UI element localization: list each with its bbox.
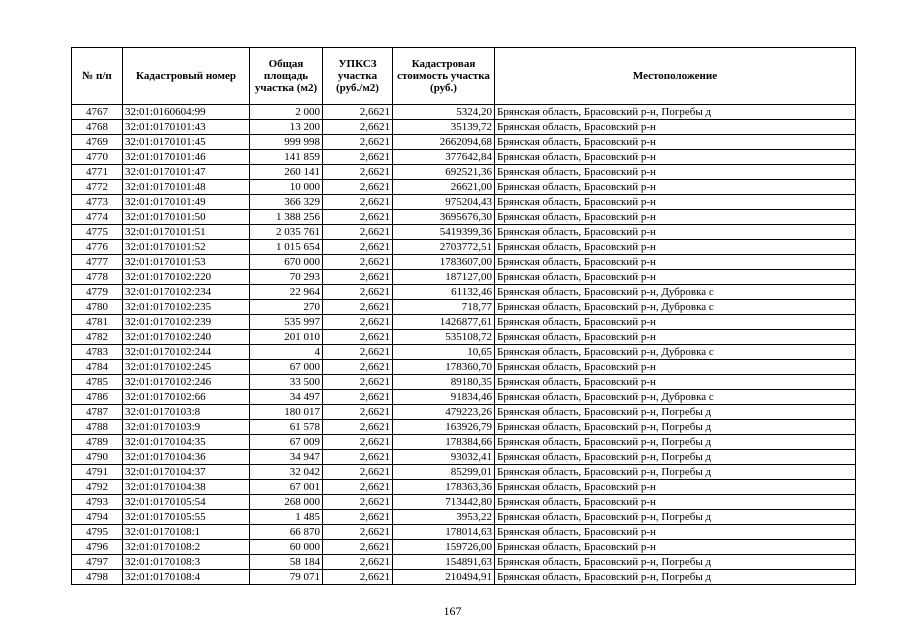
table-row [72,495,856,510]
cell-cost: 713442,80 [393,495,495,510]
cell-cadastral: 32:01:0170102:244 [123,345,250,360]
cell-cadastral: 32:01:0170102:235 [123,300,250,315]
cell-upksz: 2,6621 [323,195,393,210]
cell-cost: 479223,26 [393,405,495,420]
cell-num: 4783 [72,345,123,360]
table-row [72,375,856,390]
cell-area: 366 329 [250,195,323,210]
cell-location: Брянская область, Брасовский р-н [495,120,856,135]
table-row [72,450,856,465]
table-row [72,120,856,135]
cell-area: 60 000 [250,540,323,555]
cell-cost: 2662094,68 [393,135,495,150]
cell-location: Брянская область, Брасовский р-н [495,255,856,270]
cell-num: 4773 [72,195,123,210]
cell-num: 4796 [72,540,123,555]
cell-cadastral: 32:01:0170101:51 [123,225,250,240]
cell-cadastral: 32:01:0170101:47 [123,165,250,180]
cell-upksz: 2,6621 [323,345,393,360]
table-row [72,405,856,420]
cell-num: 4767 [72,105,123,120]
cell-cost: 187127,00 [393,270,495,285]
cell-cadastral: 32:01:0170102:245 [123,360,250,375]
cell-num: 4780 [72,300,123,315]
cell-cadastral: 32:01:0170102:240 [123,330,250,345]
cell-upksz: 2,6621 [323,105,393,120]
cell-location: Брянская область, Брасовский р-н [495,540,856,555]
cell-location: Брянская область, Брасовский р-н, Погребы д [495,405,856,420]
cell-area: 67 009 [250,435,323,450]
cell-num: 4791 [72,465,123,480]
cell-location: Брянская область, Брасовский р-н [495,360,856,375]
cell-area: 201 010 [250,330,323,345]
cell-cost: 163926,79 [393,420,495,435]
header-area: Общая площадь участка (м2) [250,48,323,105]
cell-cadastral: 32:01:0170105:55 [123,510,250,525]
cell-upksz: 2,6621 [323,135,393,150]
cell-area: 270 [250,300,323,315]
cell-location: Брянская область, Брасовский р-н [495,195,856,210]
cell-location: Брянская область, Брасовский р-н, Дубровка с [495,300,856,315]
cell-upksz: 2,6621 [323,300,393,315]
cell-area: 58 184 [250,555,323,570]
header-upksz: УПКСЗ участка (руб./м2) [323,48,393,105]
cell-location: Брянская область, Брасовский р-н, Дубровка с [495,285,856,300]
cell-cadastral: 32:01:0170101:52 [123,240,250,255]
table-row [72,465,856,480]
cell-cost: 5324,20 [393,105,495,120]
cell-location: Брянская область, Брасовский р-н [495,525,856,540]
cell-location: Брянская область, Брасовский р-н [495,375,856,390]
table-row [72,420,856,435]
cell-cadastral: 32:01:0170108:1 [123,525,250,540]
cell-num: 4786 [72,390,123,405]
cell-upksz: 2,6621 [323,285,393,300]
cell-cadastral: 32:01:0170105:54 [123,495,250,510]
cell-location: Брянская область, Брасовский р-н [495,165,856,180]
cell-num: 4772 [72,180,123,195]
cell-cadastral: 32:01:0170102:234 [123,285,250,300]
cell-cadastral: 32:01:0170101:49 [123,195,250,210]
cell-upksz: 2,6621 [323,180,393,195]
cell-cost: 154891,63 [393,555,495,570]
table-row [72,225,856,240]
cell-num: 4770 [72,150,123,165]
cell-location: Брянская область, Брасовский р-н, Погребы д [495,510,856,525]
cell-location: Брянская область, Брасовский р-н, Погребы д [495,105,856,120]
cell-area: 670 000 [250,255,323,270]
cell-cadastral: 32:01:0170101:48 [123,180,250,195]
cell-cost: 3695676,30 [393,210,495,225]
cell-cadastral: 32:01:0170104:37 [123,465,250,480]
cell-area: 2 000 [250,105,323,120]
cell-area: 66 870 [250,525,323,540]
cell-area: 2 035 761 [250,225,323,240]
cell-num: 4795 [72,525,123,540]
cell-area: 79 071 [250,570,323,585]
table-row [72,150,856,165]
cell-cost: 692521,36 [393,165,495,180]
cell-area: 34 947 [250,450,323,465]
cell-location: Брянская область, Брасовский р-н [495,150,856,165]
cell-location: Брянская область, Брасовский р-н [495,225,856,240]
table-row [72,525,856,540]
cell-area: 268 000 [250,495,323,510]
table-row [72,105,856,120]
cell-cost: 1783607,00 [393,255,495,270]
table-body [72,105,856,585]
cell-location: Брянская область, Брасовский р-н, Погребы д [495,435,856,450]
cell-cadastral: 32:01:0170102:220 [123,270,250,285]
cell-cost: 10,65 [393,345,495,360]
cell-cost: 178014,63 [393,525,495,540]
table-row [72,480,856,495]
table-row [72,510,856,525]
cell-cost: 85299,01 [393,465,495,480]
cell-upksz: 2,6621 [323,420,393,435]
cell-cadastral: 32:01:0170103:9 [123,420,250,435]
cell-area: 13 200 [250,120,323,135]
cell-cost: 535108,72 [393,330,495,345]
cell-num: 4769 [72,135,123,150]
table-row [72,240,856,255]
table-row [72,555,856,570]
cell-cadastral: 32:01:0170108:2 [123,540,250,555]
cell-cadastral: 32:01:0170104:38 [123,480,250,495]
cell-area: 260 141 [250,165,323,180]
table-row [72,210,856,225]
table-row [72,435,856,450]
cell-cost: 89180,35 [393,375,495,390]
cell-upksz: 2,6621 [323,525,393,540]
cell-area: 61 578 [250,420,323,435]
cell-num: 4788 [72,420,123,435]
cell-upksz: 2,6621 [323,555,393,570]
cell-upksz: 2,6621 [323,480,393,495]
cell-area: 180 017 [250,405,323,420]
cell-cost: 718,77 [393,300,495,315]
table-row [72,195,856,210]
cell-cadastral: 32:01:0170101:46 [123,150,250,165]
cell-area: 32 042 [250,465,323,480]
cell-location: Брянская область, Брасовский р-н [495,330,856,345]
cell-cadastral: 32:01:0170101:45 [123,135,250,150]
cell-num: 4789 [72,435,123,450]
cell-num: 4781 [72,315,123,330]
cell-num: 4790 [72,450,123,465]
cell-num: 4775 [72,225,123,240]
cell-cadastral: 32:01:0170108:4 [123,570,250,585]
cell-upksz: 2,6621 [323,390,393,405]
cell-cost: 178384,66 [393,435,495,450]
table-row [72,570,856,585]
cell-cost: 91834,46 [393,390,495,405]
cell-area: 535 997 [250,315,323,330]
cell-num: 4776 [72,240,123,255]
cell-location: Брянская область, Брасовский р-н, Дубровка с [495,345,856,360]
cell-num: 4782 [72,330,123,345]
table-header [72,48,856,105]
cell-upksz: 2,6621 [323,240,393,255]
cell-cost: 26621,00 [393,180,495,195]
cell-location: Брянская область, Брасовский р-н [495,240,856,255]
cell-upksz: 2,6621 [323,375,393,390]
cell-upksz: 2,6621 [323,450,393,465]
cell-area: 1 388 256 [250,210,323,225]
cell-location: Брянская область, Брасовский р-н, Погребы д [495,450,856,465]
cell-location: Брянская область, Брасовский р-н [495,135,856,150]
cell-num: 4774 [72,210,123,225]
cell-cost: 35139,72 [393,120,495,135]
cell-cost: 93032,41 [393,450,495,465]
header-num: № п/п [72,48,123,105]
cell-area: 67 001 [250,480,323,495]
cell-upksz: 2,6621 [323,435,393,450]
cell-cost: 210494,91 [393,570,495,585]
cell-upksz: 2,6621 [323,150,393,165]
cell-location: Брянская область, Брасовский р-н [495,480,856,495]
header-cadastral: Кадастровый номер [123,48,250,105]
page-number: 167 [443,604,462,618]
cell-area: 141 859 [250,150,323,165]
cell-num: 4784 [72,360,123,375]
cell-cadastral: 32:01:0170102:66 [123,390,250,405]
cell-cost: 5419399,36 [393,225,495,240]
cell-location: Брянская область, Брасовский р-н, Погребы д [495,420,856,435]
cell-location: Брянская область, Брасовский р-н [495,315,856,330]
table-row [72,390,856,405]
cell-num: 4792 [72,480,123,495]
cell-num: 4777 [72,255,123,270]
cell-cost: 178360,70 [393,360,495,375]
cell-cadastral: 32:01:0170101:43 [123,120,250,135]
cell-cadastral: 32:01:0170102:246 [123,375,250,390]
cell-num: 4779 [72,285,123,300]
cell-area: 4 [250,345,323,360]
header-location: Местоположение [495,48,856,105]
cell-location: Брянская область, Брасовский р-н [495,270,856,285]
table-row [72,180,856,195]
cell-cadastral: 32:01:0170101:50 [123,210,250,225]
cell-cadastral: 32:01:0170108:3 [123,555,250,570]
cell-cadastral: 32:01:0160604:99 [123,105,250,120]
table-row [72,315,856,330]
cell-location: Брянская область, Брасовский р-н, Дубровка с [495,390,856,405]
table-row [72,135,856,150]
table-row [72,255,856,270]
cell-upksz: 2,6621 [323,270,393,285]
table-row [72,360,856,375]
cadastral-table [71,47,856,585]
cell-cost: 3953,22 [393,510,495,525]
table-row [72,165,856,180]
cell-upksz: 2,6621 [323,315,393,330]
cell-upksz: 2,6621 [323,330,393,345]
cell-location: Брянская область, Брасовский р-н, Погребы д [495,570,856,585]
table-row [72,345,856,360]
cell-num: 4768 [72,120,123,135]
cell-area: 999 998 [250,135,323,150]
header-row [72,48,856,105]
cell-area: 22 964 [250,285,323,300]
table-row [72,330,856,345]
cell-upksz: 2,6621 [323,540,393,555]
cell-num: 4778 [72,270,123,285]
cell-num: 4793 [72,495,123,510]
cell-cadastral: 32:01:0170102:239 [123,315,250,330]
cell-upksz: 2,6621 [323,225,393,240]
cell-area: 1 015 654 [250,240,323,255]
table-row [72,540,856,555]
table-row [72,270,856,285]
cell-upksz: 2,6621 [323,405,393,420]
cell-upksz: 2,6621 [323,255,393,270]
cell-upksz: 2,6621 [323,465,393,480]
cell-num: 4787 [72,405,123,420]
cell-upksz: 2,6621 [323,210,393,225]
cell-location: Брянская область, Брасовский р-н [495,210,856,225]
cell-cost: 159726,00 [393,540,495,555]
cell-location: Брянская область, Брасовский р-н [495,495,856,510]
cell-cadastral: 32:01:0170103:8 [123,405,250,420]
cell-area: 10 000 [250,180,323,195]
cell-cost: 2703772,51 [393,240,495,255]
cell-cost: 975204,43 [393,195,495,210]
cell-num: 4798 [72,570,123,585]
cell-area: 70 293 [250,270,323,285]
cell-num: 4794 [72,510,123,525]
cell-upksz: 2,6621 [323,495,393,510]
cell-upksz: 2,6621 [323,360,393,375]
cell-cost: 1426877,61 [393,315,495,330]
cell-upksz: 2,6621 [323,570,393,585]
cell-cost: 178363,36 [393,480,495,495]
header-cost: Кадастровая стоимость участка (руб.) [393,48,495,105]
cell-cadastral: 32:01:0170101:53 [123,255,250,270]
cell-num: 4797 [72,555,123,570]
cell-cost: 377642,84 [393,150,495,165]
cell-location: Брянская область, Брасовский р-н [495,180,856,195]
cell-area: 67 000 [250,360,323,375]
table-row [72,285,856,300]
cell-area: 1 485 [250,510,323,525]
cell-cadastral: 32:01:0170104:35 [123,435,250,450]
cell-num: 4771 [72,165,123,180]
cell-num: 4785 [72,375,123,390]
cell-location: Брянская область, Брасовский р-н, Погребы д [495,555,856,570]
cell-cost: 61132,46 [393,285,495,300]
cell-area: 34 497 [250,390,323,405]
cell-upksz: 2,6621 [323,165,393,180]
cell-upksz: 2,6621 [323,510,393,525]
cell-area: 33 500 [250,375,323,390]
cell-location: Брянская область, Брасовский р-н, Погребы д [495,465,856,480]
table-row [72,300,856,315]
cell-cadastral: 32:01:0170104:36 [123,450,250,465]
cell-upksz: 2,6621 [323,120,393,135]
